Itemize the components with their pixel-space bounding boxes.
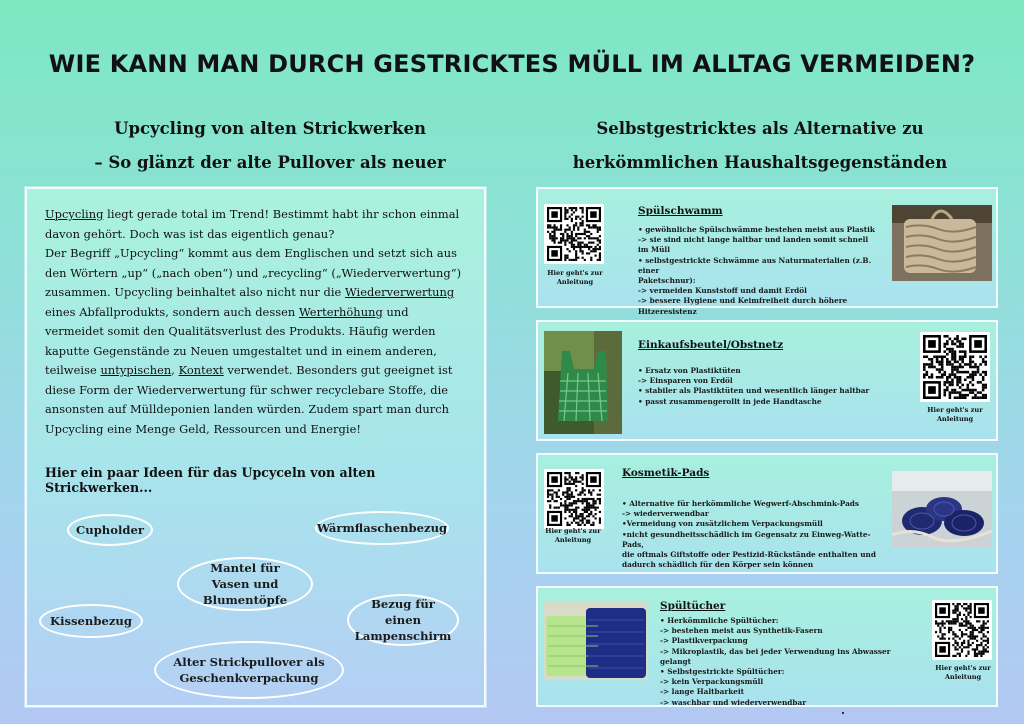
card-line: •nicht gesundheitsschädlich im Gegensatz zu Einweg-Watte-Pads, [622,529,871,549]
idea-mantel-vasen-label: Mantel für Vasen und Blumentöpfe [202,561,288,607]
qr-caption: Hier geht's zur Anleitung [935,664,991,681]
idea-geschenkverpackung [154,641,344,699]
idea-waermflaschenbezug: Wärmflaschenbezug [315,511,449,545]
qr-code-graphic [547,472,601,526]
card-line: -> Mikroplastik, das bei jeder Verwendung ins Abwasser gelangt [660,646,891,666]
qr-code-icon[interactable] [920,332,990,402]
card-line: -> vermeiden Kunststoff und damit Erdöl [638,286,807,296]
underlined-term: Kontext [178,363,224,377]
card-einkaufsbeutel [536,320,998,441]
card-text [638,366,898,407]
card-line: -> bessere Hygiene und Keimfreiheit durch höhere [638,296,848,306]
card-title: Spültücher [660,600,726,612]
card-kosmetik-pads [536,453,998,574]
card-title: Kosmetik-Pads [622,467,710,479]
upcycling-intro-text [45,205,470,439]
card-line: • Alternative für herkömmliche Wegwerf-Abschmink-Pads [622,499,860,508]
qr-code-graphic [923,335,987,399]
card-line: • passt zusammengerollt in jede Handtasche [638,396,822,406]
card-line: -> bestehen meist aus Synthetik-Fasern [660,626,823,636]
card-line: die oftmals Giftstoffe oder Pestizid-Rückstände enthalten und [622,550,876,560]
qr-code-graphic [935,603,989,657]
intro-text: verwendet. Besonders gut geeignet ist diese Form der Wiederverwertung für schwer recyclebare Stoffe, die ansonsten auf Mülldeponien landen würden. Zudem spart man durch Upcycling eine Menge Geld, Ressourcen und Energie! [45,363,453,436]
underlined-term: untypischen [100,363,172,377]
intro-text: und vermeidet somit den Qualitätsverlust des Produkts. Häufig werden kaputte Gegenstände zu Neuen umgestaltet und in einem anderen, teilweise [45,304,437,377]
card-line: • selbstgestrickte Schwämme aus Naturmaterialien (z.B. einer [638,255,872,275]
card-line: -> wiederverwendbar [622,509,709,519]
intro-text: liegt gerade total im Trend! Bestimmt habt ihr schon einmal davon gehört. Doch was ist das eigentlich genau? [45,207,460,241]
card-line: -> kein Verpackungsmüll [660,677,764,687]
card-line: -> Plastikverpackung [660,636,748,646]
card-line: •Vermeidung von zusätzlichem Verpackungsmüll [622,519,823,529]
qr-code-graphic [547,207,601,261]
qr-caption: Hier geht's zur Anleitung [547,269,603,286]
right-heading-line2: herkömmlichen Haushaltsgegenständen [572,153,948,172]
card-line: • gewöhnliche Spülschwämme bestehen meist aus Plastik [638,225,875,234]
card-text [638,225,888,317]
card-line: -> waschbar und wiederverwendbar [660,697,807,707]
card-line: • Selbstgestrickte Spültücher: [660,667,785,677]
underlined-term: Werterhöhung [298,304,383,319]
card-title: Spülschwamm [638,205,723,217]
qr-code-icon[interactable] [932,600,992,660]
qr-code-icon[interactable] [544,469,604,529]
card-text [660,616,920,708]
card-line: • Ersatz von Plastiktüten [638,366,741,375]
underlined-term: Upcycling [45,207,104,221]
qr-caption: Hier geht's zur Anleitung [545,527,601,544]
left-heading-line2: – So glänzt der alte Pullover als neuer [94,153,446,172]
card-line: -> Einsparen von Erdöl [638,376,733,386]
left-heading-line1: Upcycling von alten Strickwerken [114,119,426,138]
idea-kissenbezug: Kissenbezug [39,604,143,638]
card-spuelschwamm [536,187,998,316]
stray-dot [842,712,844,714]
card-line: -> lange Haltbarkeit [660,687,745,697]
intro-text: eines Abfallprodukts, sondern auch dessen [45,304,299,319]
upcycling-panel [25,187,486,707]
right-heading-line1: Selbstgestricktes als Alternative zu [596,119,924,138]
intro-text: , [171,363,179,377]
intro-text: Der Begriff „Upcycling“ kommt aus dem Englischen und setzt sich aus den Wörtern „up“ („nach oben“) und „recycling“ („Wiederverwertung“) zusammen. Upcycling beinhaltet also nicht nur die [45,246,462,299]
qr-code-icon[interactable] [544,204,604,264]
underlined-term: Wiederverwertung [345,285,455,299]
idea-lampenschirm [347,594,459,646]
cosmetic-pads-photo [892,471,992,547]
card-line: • Herkömmliche Spültücher: [660,616,779,625]
card-line: • stabiler als Plastiktüten und wesentlich länger haltbar [638,386,870,396]
card-line: dadurch schädlich für den Körper sein können [622,560,814,570]
netbag-photo [544,331,622,434]
card-title: Einkaufsbeutel/Obstnetz [638,339,784,351]
qr-caption: Hier geht's zur Anleitung [927,406,983,423]
card-line: -> sie sind nicht lange haltbar und landen somit schnell [638,235,869,245]
card-line: Paketschnur): [638,276,696,286]
idea-geschenkverpackung-label: Alter Strickpullover als Geschenkverpackung [173,655,325,685]
ideas-title: Hier ein paar Ideen für das Upcyceln von alten Strickwerken... [45,465,376,495]
dishcloth-photo [544,602,648,680]
card-line: im Müll [638,245,670,255]
idea-cupholder: Cupholder [67,514,153,546]
page-title: WIE KANN MAN DURCH GESTRICKTES MÜLL IM ALLTAG VERMEIDEN? [48,50,976,78]
idea-lampenschirm-label: Bezug für einen Lampenschirm [354,597,452,643]
right-heading [530,112,990,180]
idea-mantel-vasen [177,557,313,611]
card-spueltuecher [536,586,998,707]
sponge-photo [892,205,992,281]
card-line: Hitzeresistenz [638,306,697,316]
card-text [622,499,892,570]
